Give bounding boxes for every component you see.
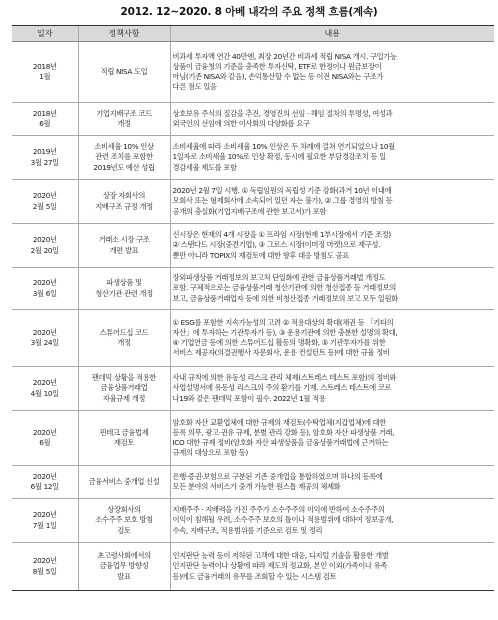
policy-cell-line: 핀테크 금융법제 <box>99 427 149 437</box>
date-cell <box>12 224 78 268</box>
content-cell-line: 지배주주 · 지배력을 가진 주주가 소수주주의 이익에 반하여 소수주주의 <box>172 505 385 515</box>
date-cell-line: 2018년 <box>32 108 57 118</box>
content-cell-line: 다른 점도 있음 <box>172 82 217 92</box>
table-row <box>12 499 494 543</box>
date-cell <box>12 499 78 543</box>
content-cell-line: 인지판단 능력이나 상황에 따라 제도의 정교화, 본인 이외(가족이나 유족 <box>172 561 387 571</box>
content-cell-line: 은행·증권·보험으로 구분된 기존 중개업을 통합하였으며 하나의 등록에 <box>172 471 383 481</box>
content-cell-line: ② 스탠다드 시장(중견기업), ③ 그로스 시장(이머징 마켓)으로 재구성. <box>172 240 381 250</box>
content-cell-line: 사업설명서에 유동성 리스크의 주의 환기를 기재. 스트레스 테스트에 코로 <box>172 383 392 393</box>
content-cell-line: 인지판단 능력 등이 저하된 고객에 대한 대응, 디지털 기술을 활용한 개별 <box>172 551 389 561</box>
content-cell-line: 1일자로 소비세율 10%로 인상 확정, 동시에 필요한 부담경감조치 등 일 <box>172 152 386 162</box>
date-cell-line: 2월 20일 <box>30 245 59 255</box>
content-cell-line: 아님(기존 NISA와 같음), 손익통산할 수 없는 등 이전 NISA와는 구조가 <box>172 72 384 81</box>
table-row <box>12 466 494 499</box>
date-cell-line: 2020년 <box>32 378 57 388</box>
date-cell <box>12 103 78 136</box>
content-cell-line: 경감세율 제도를 포함 <box>172 162 237 172</box>
content-cell-line: ④ 기업연금 등에 의한 스튜어드십 활동의 명확화, ⑤ 기관투자가를 위한 <box>172 338 386 347</box>
policy-cell-line: 청산기관 관련 개정 <box>95 288 153 298</box>
policy-cell-line: 상장회사의 <box>107 505 141 515</box>
content-cell-line: ① ESG를 포함한 지속가능성의 고려 ② 적용대상의 확대(채권 등 「기타의 <box>172 317 394 327</box>
content-cell <box>170 268 494 310</box>
policy-cell-line: 관련 조치를 포함한 <box>95 152 153 162</box>
policy-cell-line: 소수주주 보호 방침 <box>95 515 153 525</box>
policy-cell <box>78 411 170 466</box>
policy-cell <box>78 136 170 180</box>
policy-cell-line: 금융상품거래업 <box>100 383 148 393</box>
date-cell <box>12 268 78 310</box>
page-title: 2012. 12~2020. 8 아베 내각의 주요 정책 흐름(계속) <box>120 6 378 18</box>
content-cell-line: 장외파생상품 거래정보의 보고처 단일화에 관한 금융상품거래법 개정도 <box>172 273 386 283</box>
content-cell-line: 상품이 금융청의 기준을 충족한 투자신탁, ETF로 한정이나 원금보장이 <box>172 61 382 71</box>
date-cell-line: 2018년 <box>32 61 57 71</box>
policy-cell <box>78 310 170 367</box>
policy-cell-line: 금융서비스 중개업 신설 <box>88 476 160 486</box>
date-cell-line: 2020년 <box>32 327 57 337</box>
date-cell-line: 3월 24일 <box>30 338 59 347</box>
policy-cell <box>78 42 170 103</box>
table-row <box>12 180 494 224</box>
date-cell-line: 2020년 <box>32 427 57 437</box>
date-cell-line: 2020년 <box>32 471 57 481</box>
content-cell-line: 나19와 같은 팬데믹 포함이 필수. 2022년 1월 적용 <box>172 393 326 403</box>
date-cell-line: 4월 10일 <box>30 388 59 398</box>
content-cell-line: 상호보유 주식의 질감을 추진, 경영진의 선임 · 해임 절차의 투명성, 여성과 <box>172 108 393 118</box>
policy-cell-line: 초고령사회에서의 <box>97 551 151 561</box>
date-cell <box>12 411 78 466</box>
content-cell-line: 등)에도 금융거래의 유무를 조회할 수 있는 시스템 검토 <box>172 571 337 581</box>
table-row <box>12 367 494 411</box>
content-cell-line: 사내 규칙에 의한 유동성 리스크 관리 체제(스트레스 테스트 포함)의 정비와 <box>172 373 397 383</box>
table-body <box>12 42 494 591</box>
content-cell <box>170 411 494 466</box>
date-cell-line: 2020년 <box>32 510 57 520</box>
date-cell <box>12 367 78 411</box>
table-row <box>12 310 494 367</box>
content-cell-line: 수속, 지배구조, 적용범위를 기준으로 검토 및 정리 <box>172 525 323 535</box>
content-cell <box>170 224 494 268</box>
policy-cell-line: 금융업무 방향성 <box>99 561 149 571</box>
content-cell-line: 규제의 대상으로 포함 등) <box>172 448 248 458</box>
date-cell-line: 1월 <box>39 72 51 81</box>
date-cell <box>12 42 78 103</box>
content-cell-line: 비과세 투자액 연간 40만엔, 최장 20년간 비과세 적립 NISA 개시. 구입가능 <box>172 51 397 61</box>
content-cell-line: 뿐만 아니라 TOPIX의 재검토에 대한 향후 대응 방침도 공표 <box>172 250 349 260</box>
content-cell-line: ICO 대한 규제 정비(암호화 자산 파생상품을 금융상품거래법에 근거하는 <box>172 438 389 447</box>
content-cell-line: 2020년 2월 7일 시행. ① 독립임원의 독립성 기준 강화(과거 10년 이내에 <box>172 186 392 196</box>
header-policy: 정책사항 <box>78 26 170 42</box>
policy-cell-line: 발표 <box>117 571 131 581</box>
content-cell <box>170 466 494 499</box>
date-cell-line: 6월 <box>39 119 51 128</box>
policy-cell-line: 기업지배구조 코드 <box>96 108 152 118</box>
policy-cell-line: 지배구조 규정 개정 <box>95 201 153 211</box>
policy-cell-line: 상장 자회사의 <box>102 191 146 201</box>
date-cell <box>12 136 78 180</box>
date-cell-line: 2020년 <box>32 278 57 288</box>
policy-cell-line: 2019년도 예산 성립 <box>93 162 155 172</box>
date-cell <box>12 466 78 499</box>
table-row <box>12 224 494 268</box>
content-cell-line: 서비스 제공자(의결권행사 자문회사, 운용 컨설턴트 등)에 대한 규율 정비 <box>172 348 390 358</box>
policy-cell-line: 개정 <box>117 119 131 128</box>
date-cell-line: 8월 5일 <box>32 566 57 576</box>
content-cell-line: 등록 의무, 광고·권유 규제, 분별 관리 강화 등), 암호화 자산 파생상품 거래, <box>172 427 395 437</box>
policy-cell <box>78 103 170 136</box>
date-cell <box>12 310 78 367</box>
content-cell <box>170 136 494 180</box>
content-cell <box>170 310 494 367</box>
date-cell-line: 2월 5일 <box>32 201 57 211</box>
policy-table <box>12 25 494 591</box>
date-cell-line: 2020년 <box>32 556 57 566</box>
policy-cell-line: 팬데믹 상황을 적용한 <box>91 373 157 383</box>
policy-cell <box>78 543 170 591</box>
date-cell-line: 6월 <box>39 438 51 447</box>
policy-cell <box>78 367 170 411</box>
date-cell-line: 7월 1일 <box>32 520 57 530</box>
content-cell-line: 외국인의 선임에 의한 이사회의 다양화를 요구 <box>172 119 310 128</box>
content-cell-line: 모든 분야의 서비스가 중개 가능한 원스톱 제공의 체제화 <box>172 482 341 491</box>
policy-cell <box>78 466 170 499</box>
table-row <box>12 42 494 103</box>
policy-cell-line: 자율규제 개정 <box>102 393 146 403</box>
content-cell-line: 자산」에 투자하는 기관투자가 등), ③ 운용기관에 의한 충분한 설명의 확대, <box>172 327 398 337</box>
policy-cell <box>78 180 170 224</box>
date-cell-line: 2020년 <box>32 235 57 245</box>
content-cell <box>170 367 494 411</box>
policy-cell-line: 적립 NISA 도입 <box>100 66 148 76</box>
content-cell-line: 공개의 충실화(기업지배구조에 관한 보고서)가 포함 <box>172 206 327 216</box>
content-cell-line: 포함. 구체적으로는 금융상품거래 청산기관에 의한 청산접종 등 거래정보의 <box>172 283 396 293</box>
date-cell-line: 2019년 <box>32 147 57 157</box>
policy-cell-line: 파생상품 및 <box>106 278 142 288</box>
policy-cell-line: 재검토 <box>113 438 135 447</box>
content-cell <box>170 103 494 136</box>
content-cell <box>170 180 494 224</box>
date-cell-line: 3월 27일 <box>30 157 59 167</box>
header-content: 내용 <box>170 26 494 42</box>
date-cell <box>12 543 78 591</box>
policy-cell <box>78 499 170 543</box>
policy-cell-line: 개정 <box>117 338 131 347</box>
content-cell <box>170 42 494 103</box>
content-cell-line: 암호화 자산 교환업체에 대한 규제의 재검토(수탁업체(지갑업체)에 대한 <box>172 417 387 427</box>
table-row <box>12 411 494 466</box>
policy-cell-line: 검토 <box>117 525 131 535</box>
date-cell <box>12 180 78 224</box>
policy-cell-line: 거래소 시장 구조 <box>98 235 150 245</box>
date-cell-line: 3월 6일 <box>32 288 57 298</box>
content-cell <box>170 499 494 543</box>
policy-cell-line: 개편 발표 <box>109 245 139 255</box>
content-cell-line: 신시장은 현재의 4개 시장을 ① 프라임 시장(현재 1부시장에서 기준 조정) <box>172 230 391 240</box>
content-cell-line: 소비세율에 따라 소비세율 10% 인상은 두 차례에 걸쳐 연기되었으나 10월 <box>172 142 395 152</box>
date-cell-line: 2020년 <box>32 191 57 201</box>
table-row <box>12 543 494 591</box>
table-header-row <box>12 26 494 42</box>
table-row <box>12 268 494 310</box>
content-cell-line: 이익이 침해될 우려, 소수주주 보호의 틀이나 적용범위에 대하여 정보공개, <box>172 515 394 525</box>
table-row <box>12 103 494 136</box>
content-cell <box>170 543 494 591</box>
policy-cell <box>78 268 170 310</box>
header-date: 일자 <box>12 26 78 42</box>
policy-cell <box>78 224 170 268</box>
content-cell-line: 보고, 금융상품거래업자 등에 의한 비청산접종 거래정보의 보고 모두 일원화 <box>172 293 398 303</box>
date-cell-line: 6월 12일 <box>30 482 59 491</box>
policy-cell-line: 스튜어드십 코드 <box>99 327 149 337</box>
table-row <box>12 136 494 180</box>
policy-cell-line: 소비세율 10% 인상 <box>94 142 154 152</box>
content-cell-line: 모회사 또는 형제회사에 소속되어 있던 자는 불가), ② 그룹 경영의 방침 등 <box>172 196 393 206</box>
